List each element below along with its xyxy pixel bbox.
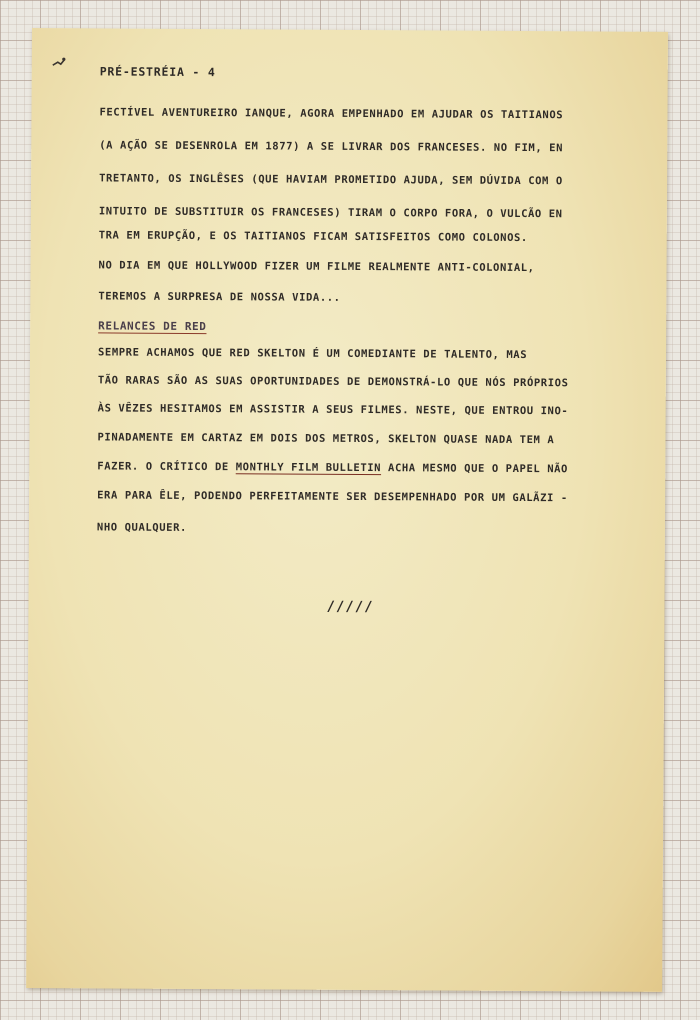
- film-title: MONTHLY FILM BULLETIN: [235, 461, 382, 475]
- text-line: ERA PARA ÊLE, PODENDO PERFEITAMENTE SER DESEMPENHADO POR UM GALÃZI -: [97, 489, 568, 505]
- text-segment: ACHA MESMO QUE O PAPEL NÃO: [381, 462, 569, 476]
- ink-smudge: [52, 56, 66, 70]
- page-header: PRÉ-ESTRÉIA - 4: [99, 64, 216, 80]
- text-segment: FAZER. O CRÍTICO DE: [97, 460, 236, 474]
- text-line: TÃO RARAS SÃO AS SUAS OPORTUNIDADES DE DEMONSTRÁ-LO QUE NÓS PRÓPRIOS: [97, 374, 569, 390]
- text-line: INTUITO DE SUBSTITUIR OS FRANCESES) TIRAM O CORPO FORA, O VULCÃO EN: [98, 205, 563, 221]
- end-marks: /////: [326, 598, 374, 616]
- text-line: [97, 460, 568, 475]
- text-line: NO DIA EM QUE HOLLYWOOD FIZER UM FILME REALMENTE ANTI-COLONIAL,: [98, 259, 535, 275]
- typewritten-page: [26, 28, 668, 992]
- text-line: NHO QUALQUER.: [96, 521, 187, 534]
- text-line: ÀS VÊZES HESITAMOS EM ASSISTIR A SEUS FILMES. NESTE, QUE ENTROU INO-: [97, 402, 569, 418]
- text-line: TRETANTO, OS INGLÊSES (QUE HAVIAM PROMETIDO AJUDA, SEM DÚVIDA COM O: [99, 172, 563, 188]
- text-line: FECTÍVEL AVENTUREIRO IANQUE, AGORA EMPENHADO EM AJUDAR OS TAITIANOS: [99, 106, 564, 122]
- text-line: (A AÇÃO SE DESENROLA EM 1877) A SE LIVRAR DOS FRANCESES. NO FIM, EN: [99, 139, 564, 155]
- text-line: TRA EM ERUPÇÃO, E OS TAITIANOS FICAM SATISFEITOS COMO COLONOS.: [98, 229, 528, 245]
- text-line: SEMPRE ACHAMOS QUE RED SKELTON É UM COMEDIANTE DE TALENTO, MAS: [97, 346, 528, 362]
- text-line: TEREMOS A SURPRESA DE NOSSA VIDA...: [98, 290, 341, 304]
- text-line: PINADAMENTE EM CARTAZ EM DOIS DOS METROS, SKELTON QUASE NADA TEM A: [97, 431, 555, 447]
- section-heading: RELANCES DE RED: [98, 319, 207, 334]
